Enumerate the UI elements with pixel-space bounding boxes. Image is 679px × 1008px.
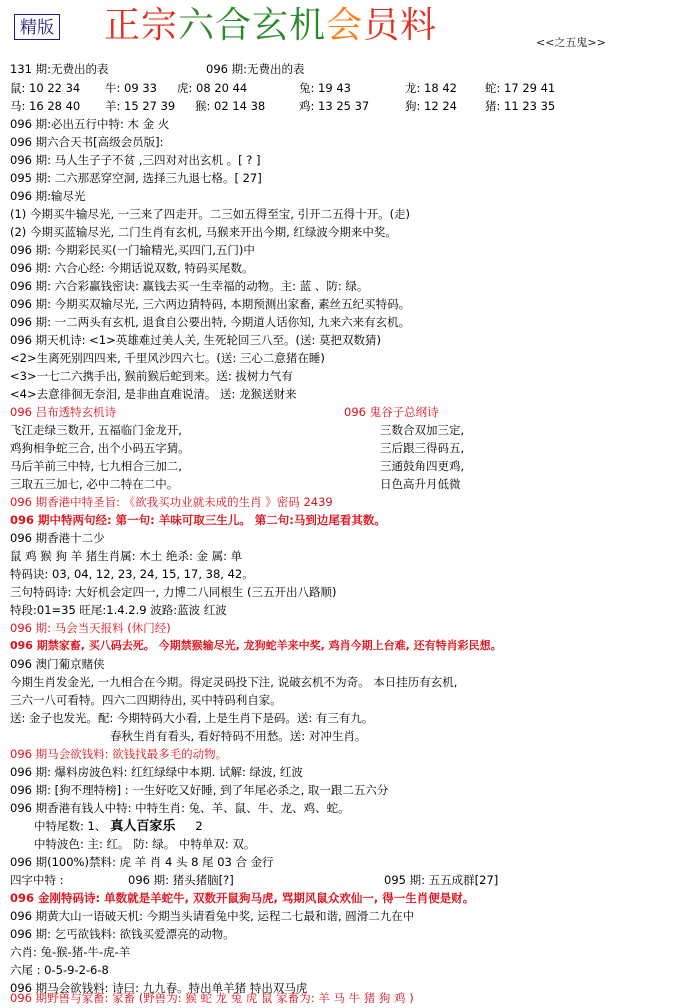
text-line: <3>一七二六携手出, 猴前猴后蛇到来。送: 拔树力气有 <box>10 369 293 383</box>
text-line: 096 期香港中特圣旨: 《欲我买功业就未成的生肖 》密码 2439 <box>10 495 333 509</box>
poem-line: 鸡狗相争蛇三合, 出个小码五字猜。 <box>10 441 190 455</box>
text-line: 特码诀: 03, 04, 12, 23, 24, 15, 17, 38, 42。 <box>10 567 254 581</box>
text-line: 今期生肖发金光, 一九相合在今期。得定灵码投下注, 说破玄机不为奇。 本日挂历有玄机, <box>10 675 458 689</box>
table-heading-prev: 131 期:无费出的表 <box>10 62 109 76</box>
text-line: 三六一八可看特。四六二四期待出, 买中特码利自家。 <box>10 693 282 707</box>
title-char: 料 <box>400 5 438 46</box>
text-line: 096 期马会欲钱料: 欲钱找最多毛的动物。 <box>10 747 228 761</box>
text-line: 096 期禁家畜, 买八码去死。 今期禁猴输尽光, 龙狗蛇羊来中奖, 鸡肖今期上台难, 还有特肖彩民想。 <box>10 639 502 652</box>
text-line: 096 期野兽与家畜: 家畜 (野兽为: 猴 蛇 龙 兔 虎 鼠 家畜为: 羊 马 牛 猪 狗 鸡 ) <box>10 991 414 1005</box>
table-heading-cur: 096 期:无费出的表 <box>206 62 305 76</box>
section-heading: 096 吕布透特玄机诗 <box>10 405 117 419</box>
text-line: 六肖: 兔-猴-猪-牛-虎-羊 <box>10 945 131 959</box>
text-line: 鼠 鸡 猴 狗 羊 猪生肖属: 木土 绝杀: 金 属: 单 <box>10 549 243 563</box>
title-char: 会 <box>326 5 364 46</box>
poem-line: 三取五三加七, 必中二特在二中。 <box>10 477 179 491</box>
text-line: 六尾 : 0-5-9-2-6-8 <box>10 963 109 977</box>
zodiac-cell: 鼠: 10 22 34 <box>10 81 81 95</box>
text-line: 096 期: 乞丐欲钱料: 欲钱买爱漂亮的动物。 <box>10 927 235 941</box>
text-line: 096 期: 六合心经: 今期话说双数, 特码买尾数。 <box>10 261 254 275</box>
title-char: 玄 <box>252 5 290 46</box>
zodiac-row <box>10 79 555 97</box>
title-char: 合 <box>215 5 253 46</box>
title-char: 宗 <box>141 5 179 46</box>
text-line: 096 金刚特码诗: 单数就是羊蛇牛, 双数开鼠狗马虎, 骂期风鼠众欢仙一, 得一生肖便是财。 <box>10 891 475 905</box>
tail-numbers-end: 2 <box>195 819 203 833</box>
zodiac-cell: 猴: 02 14 38 <box>195 99 266 113</box>
text-line: 096 期: 今期彩民买(一门输精光,买四门,五门)中 <box>10 243 255 257</box>
title-char: 正 <box>104 5 142 46</box>
text-line <box>34 817 203 835</box>
text-line: 春秋生肖有看头, 看好特码不用愁。送: 对冲生肖。 <box>110 729 367 743</box>
section-heading: 096 鬼谷子总纲诗 <box>344 405 439 419</box>
zodiac-cell: 鸡: 13 25 37 <box>299 99 370 113</box>
text-line: 096 期(100%)禁料: 虎 羊 肖 4 头 8 尾 03 合 金行 <box>10 855 274 869</box>
text-line: 096 期: 猪头猪脑[?] <box>128 873 234 887</box>
page-subtitle: <<之五鬼>> <box>536 36 606 49</box>
text-line: 096 期六合天书[高级会员版]: <box>10 135 164 149</box>
zodiac-cell: 羊: 15 27 39 <box>105 99 176 113</box>
text-line: 096 期: [狗不理特榜] : 一生好吃又好睡, 到了年尾必杀之, 取一跟二五六分 <box>10 783 389 797</box>
text-line: 095 期: 二六那恶穿空洞, 选择三九退七格。[ 27] <box>10 171 262 185</box>
zodiac-cell: 牛: 09 33 <box>105 81 157 95</box>
zodiac-cell: 蛇: 17 29 41 <box>485 81 556 95</box>
text-line: 096 期: 六合彩赢钱密诀: 赢钱去买一生幸福的动物。主: 蓝 、防: 绿。 <box>10 279 369 293</box>
overlay-ad-text[interactable]: 真人百家乐 <box>110 819 176 834</box>
text-line: 096 期: 马会当天报料 (休门经) <box>10 621 171 635</box>
text-line: 096 期:必出五行中特: 木 金 火 <box>10 117 170 131</box>
text-line: 096 期: 今期买双输尽光, 三六两边猜特码, 本期预测出家畜, 素丝五纪买特码。 <box>10 297 411 311</box>
text-line: (2) 今期买蓝输尽光, 二门生肖有玄机, 马猴来开出今期, 红绿波今期来中奖。 <box>10 225 397 239</box>
zodiac-cell: 狗: 12 24 <box>405 99 457 113</box>
text-line: 096 期:输尽光 <box>10 189 86 203</box>
text-line: 096 期香港有钱人中特: 中特生肖: 兔、羊、鼠、牛、龙、鸡、蛇。 <box>10 801 350 815</box>
text-line: 096 期马会欲钱料: 诗曰: 九九春。特出单羊猪 特出双马虎 <box>10 981 308 995</box>
tail-numbers: 中特尾数: 1、 <box>34 819 107 833</box>
text-line: 096 期: 马人生子子不贫 ,三四对对出玄机 。[ ? ] <box>10 153 261 167</box>
poem-line: 日色高升月低微 <box>380 477 461 491</box>
zodiac-cell: 猪: 11 23 35 <box>485 99 556 113</box>
text-line: 096 期: 爆料房波色料: 红红绿绿中本期. 试解: 绿波, 红波 <box>10 765 303 779</box>
poem-line: 马后羊前三中特, 七九相合三加二, <box>10 459 182 473</box>
text-line: 096 澳门葡京赌侠 <box>10 657 105 671</box>
title-char: 员 <box>363 5 401 46</box>
text-line: 特段:01=35 旺尾:1.4.2.9 波路:蓝波 红波 <box>10 603 227 617</box>
text-line: <2>生离死别四四来, 千里风沙四六七。(送: 三心二意猪在睡) <box>10 351 325 365</box>
text-line: (1) 今期买牛输尽光, 一三来了四走开。二三如五得至宝, 引开二五得十开。(走) <box>10 207 411 221</box>
text-line: 096 期: 一二两头有玄机, 退食自公要出特, 今期道人话你知, 九来六来有玄机。 <box>10 315 411 329</box>
text-line: 096 期香港十二少 <box>10 531 105 545</box>
poem-line: 三数合双加三定, <box>380 423 465 437</box>
edition-badge: 精版 <box>14 14 60 40</box>
zodiac-row <box>10 97 555 115</box>
text-line: 096 期中特两句经: 第一句: 羊味可取三生儿。 第二句:马到边尾看其数。 <box>10 513 386 527</box>
text-line: 096 期天机诗: <1>英雄难过美人关, 生死轮回三八至。(送: 莫把双数猜) <box>10 333 382 347</box>
zodiac-cell: 马: 16 28 40 <box>10 99 81 113</box>
text-line: 四字中特 : <box>10 873 64 887</box>
text-line: 095 期: 五五成群[27] <box>384 873 499 887</box>
poem-line: 飞江走绿三数开, 五福临门金龙开, <box>10 423 182 437</box>
zodiac-cell: 龙: 18 42 <box>405 81 457 95</box>
title-char: 六 <box>178 5 216 46</box>
zodiac-cell: 兔: 19 43 <box>299 81 351 95</box>
text-line: <4>去意徘徊无奈泪, 是非曲直难说清。 送: 龙猴送财来 <box>10 387 297 401</box>
text-line: 096 期黄大山一语破天机: 今期当头请看兔中奖, 运程二七最和谐, 圆滑二九在中 <box>10 909 415 923</box>
text-line: 中特波色: 主: 红。 防: 绿。 中特单双: 双。 <box>34 837 256 851</box>
page-title <box>104 2 437 50</box>
zodiac-cell: 虎: 08 20 44 <box>177 81 248 95</box>
poem-line: 三通鼓角四更鸡, <box>380 459 465 473</box>
poem-line: 三后跟三得码五, <box>380 441 465 455</box>
text-line: 三句特码诗: 大好机会定四一, 力博二八同根生 (三五开出八路顺) <box>10 585 337 599</box>
text-line: 送: 金子也发光。配: 今期特码大小看, 上是生肖下是码。送: 有三有九。 <box>10 711 374 725</box>
title-char: 机 <box>289 5 327 46</box>
